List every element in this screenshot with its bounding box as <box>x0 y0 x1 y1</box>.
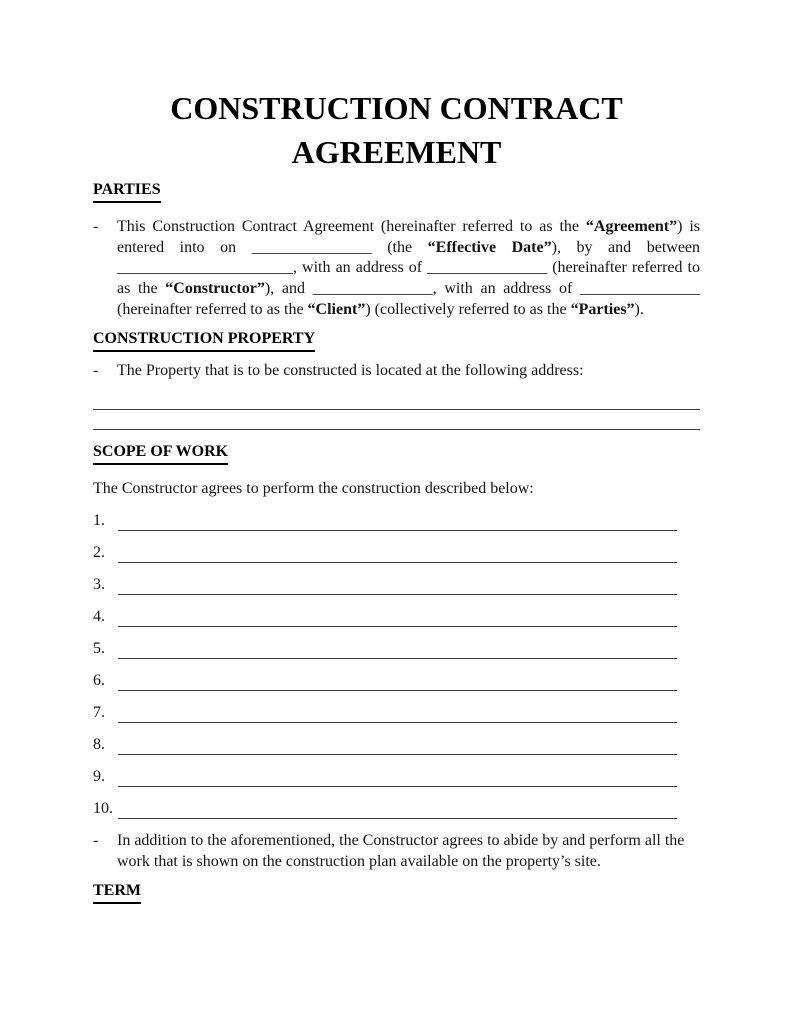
document-title-line-2: AGREEMENT <box>291 134 502 170</box>
scope-item-row <box>93 595 677 627</box>
property-address-text: The Property that is to be constructed is located at the following address: <box>117 361 584 379</box>
scope-item-number: 1. <box>93 512 105 530</box>
scope-item-blank-line <box>118 786 677 787</box>
scope-item-blank-line <box>118 722 677 723</box>
scope-item-blank-line <box>118 562 677 563</box>
scope-item-number: 6. <box>93 672 105 690</box>
scope-intro-text: The Constructor agrees to perform the construction described below: <box>93 479 534 497</box>
scope-item-number: 2. <box>93 544 105 562</box>
parties-heading <box>93 180 700 203</box>
scope-item-row <box>93 755 677 787</box>
property-clause <box>93 361 700 382</box>
property-bullet-marker: - <box>93 361 99 379</box>
scope-item-row <box>93 723 677 755</box>
scope-item-blank-line <box>118 754 677 755</box>
scope-item-row <box>93 691 677 723</box>
scope-item-row <box>93 563 677 595</box>
address-blank-line-1 <box>93 381 700 410</box>
scope-note-clause <box>93 831 700 873</box>
document-title-line-1: CONSTRUCTION CONTRACT <box>170 90 623 126</box>
scope-of-work-heading-text: SCOPE OF WORK <box>93 442 228 465</box>
address-blank-line-2 <box>93 410 700 430</box>
scope-item-number: 3. <box>93 576 105 594</box>
scope-item-number: 8. <box>93 736 105 754</box>
scope-item-row <box>93 499 677 531</box>
construction-property-heading <box>93 329 700 352</box>
scope-item-row <box>93 787 677 819</box>
scope-item-number: 4. <box>93 608 105 626</box>
scope-item-blank-line <box>118 658 677 659</box>
document-title <box>93 86 700 174</box>
scope-item-row <box>93 659 677 691</box>
parties-bullet-marker: - <box>93 217 99 235</box>
parties-paragraph: This Construction Contract Agreement (hereinafter referred to as the “Agreement”) is entered into on _______________ (the “Effective Date”), by and between ______________________, with an address of _______________ (hereinafter referred to as the “Constructor”), and _______________, with an address of _______________ (hereinafter referred to as the “Client”) (collectively referred to as the “Parties”). <box>117 217 701 318</box>
scope-item-row <box>93 627 677 659</box>
scope-of-work-heading <box>93 442 700 465</box>
parties-clause <box>93 217 700 321</box>
scope-item-blank-line <box>118 530 677 531</box>
scope-item-number: 7. <box>93 704 105 722</box>
construction-property-heading-text: CONSTRUCTION PROPERTY <box>93 329 315 352</box>
scope-item-list <box>93 499 677 819</box>
scope-item-blank-line <box>118 818 677 819</box>
scope-item-number: 10. <box>93 800 113 818</box>
term-heading <box>93 881 700 904</box>
scope-item-blank-line <box>118 594 677 595</box>
scope-item-row <box>93 531 677 563</box>
scope-item-number: 5. <box>93 640 105 658</box>
scope-item-blank-line <box>118 626 677 627</box>
term-heading-text: TERM <box>93 881 141 904</box>
scope-item-blank-line <box>118 690 677 691</box>
scope-note-bullet-marker: - <box>93 832 99 850</box>
scope-item-number: 9. <box>93 768 105 786</box>
scope-note-text: In addition to the aforementioned, the Constructor agrees to abide by and perform all the work that is shown on the construction plan available on the property’s site. <box>117 832 685 871</box>
parties-heading-text: PARTIES <box>93 180 161 203</box>
